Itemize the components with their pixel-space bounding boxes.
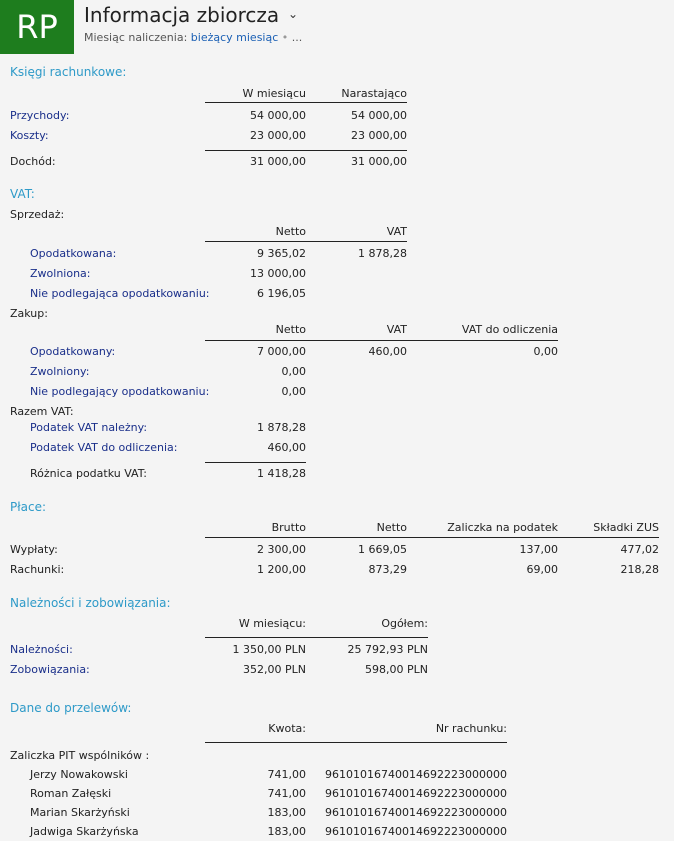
section-title-naleznosci: Należności i zobowiązania: [10, 596, 171, 610]
value-wyplaty-zaliczka: 137,00 [519, 543, 558, 556]
value-naleznosci-miesiac: 1 350,00 PLN [232, 643, 306, 656]
col-header-vat: VAT [386, 225, 407, 238]
list-item-kwota: 183,00 [267, 825, 306, 838]
list-item-name: Marian Skarżyński [30, 806, 130, 819]
list-item-name: Jadwiga Skarżyńska [30, 825, 139, 838]
list-item-nr-rachunku: 96101016740014692223000000 [325, 768, 507, 781]
row-label-nie-podlegajaca[interactable]: Nie podlegająca opodatkowaniu: [30, 287, 210, 300]
row-label-koszty[interactable]: Koszty: [10, 129, 49, 142]
col-header-nr-rachunku: Nr rachunku: [435, 722, 507, 735]
value-nie-podlegajaca-netto: 6 196,05 [257, 287, 306, 300]
row-label-nie-podlegajacy[interactable]: Nie podlegający opodatkowaniu: [30, 385, 210, 398]
value-opodatkowany-vat: 460,00 [368, 345, 407, 358]
value-zwolniony-netto: 0,00 [281, 365, 306, 378]
value-naleznosci-ogolem: 25 792,93 PLN [347, 643, 428, 656]
section-title-vat: VAT: [10, 187, 35, 201]
col-header-ogolem: Ogółem: [381, 617, 428, 630]
value-dochod-miesiac: 31 000,00 [250, 155, 306, 168]
value-zobowiazania-ogolem: 598,00 PLN [365, 663, 428, 676]
section-title-place: Płace: [10, 500, 47, 514]
col-header-skladki-zus: Składki ZUS [593, 521, 659, 534]
row-label-rachunki: Rachunki: [10, 563, 65, 576]
list-item-nr-rachunku: 96101016740014692223000000 [325, 806, 507, 819]
col-header-netto: Netto [376, 521, 407, 534]
value-vat-nalezny: 1 878,28 [257, 421, 306, 434]
divider [205, 537, 659, 538]
list-item-name: Jerzy Nowakowski [30, 768, 128, 781]
col-header-w-miesiacu: W miesiącu [242, 87, 306, 100]
list-item-nr-rachunku: 96101016740014692223000000 [325, 787, 507, 800]
divider [205, 102, 407, 103]
value-rachunki-zaliczka: 69,00 [526, 563, 558, 576]
col-header-vat-do-odliczenia: VAT do odliczenia [461, 323, 558, 336]
period-label: Miesiąc naliczenia: [84, 31, 188, 44]
value-nie-podlegajacy-netto: 0,00 [281, 385, 306, 398]
value-zwolniona-netto: 13 000,00 [250, 267, 306, 280]
page-title[interactable]: Informacja zbiorcza [84, 3, 280, 27]
row-label-roznica-vat: Różnica podatku VAT: [30, 467, 147, 480]
value-przychody-miesiac: 54 000,00 [250, 109, 306, 122]
group-label-zakup: Zakup: [10, 307, 48, 320]
separator-dot-icon: • [281, 31, 289, 44]
period-value-link[interactable]: bieżący miesiąc [190, 31, 279, 44]
list-item-nr-rachunku: 96101016740014692223000000 [325, 825, 507, 838]
col-header-netto: Netto [275, 323, 306, 336]
row-label-vat-do-odliczenia[interactable]: Podatek VAT do odliczenia: [30, 441, 178, 454]
group-label-zaliczka-pit: Zaliczka PIT wspólników : [10, 749, 150, 762]
value-koszty-narast: 23 000,00 [351, 129, 407, 142]
list-item-kwota: 183,00 [267, 806, 306, 819]
divider [205, 150, 407, 151]
row-label-opodatkowana[interactable]: Opodatkowana: [30, 247, 117, 260]
col-header-zaliczka: Zaliczka na podatek [447, 521, 558, 534]
value-koszty-miesiac: 23 000,00 [250, 129, 306, 142]
value-vat-do-odliczenia: 460,00 [267, 441, 306, 454]
col-header-kwota: Kwota: [268, 722, 306, 735]
value-opodatkowana-vat: 1 878,28 [358, 247, 407, 260]
divider [205, 462, 306, 463]
page-header [0, 0, 674, 54]
divider [205, 241, 407, 242]
row-label-zwolniona[interactable]: Zwolniona: [30, 267, 91, 280]
value-rachunki-brutto: 1 200,00 [257, 563, 306, 576]
row-label-zwolniony[interactable]: Zwolniony: [30, 365, 90, 378]
divider [205, 340, 558, 341]
col-header-narastajaco: Narastająco [341, 87, 407, 100]
section-title-ksiegi: Księgi rachunkowe: [10, 65, 127, 79]
value-rachunki-zus: 218,28 [620, 563, 659, 576]
period-more-button[interactable]: ... [291, 31, 303, 44]
divider [205, 637, 428, 638]
value-opodatkowany-odliczenia: 0,00 [533, 345, 558, 358]
value-rachunki-netto: 873,29 [368, 563, 407, 576]
value-przychody-narast: 54 000,00 [351, 109, 407, 122]
row-label-vat-nalezny[interactable]: Podatek VAT należny: [30, 421, 148, 434]
col-header-netto: Netto [275, 225, 306, 238]
divider [205, 742, 507, 743]
section-title-przelewy: Dane do przelewów: [10, 701, 132, 715]
value-wyplaty-brutto: 2 300,00 [257, 543, 306, 556]
col-header-vat: VAT [386, 323, 407, 336]
value-opodatkowana-netto: 9 365,02 [257, 247, 306, 260]
row-label-zobowiazania[interactable]: Zobowiązania: [10, 663, 90, 676]
group-label-razem-vat: Razem VAT: [10, 405, 74, 418]
chevron-down-icon[interactable]: ⌄ [288, 7, 299, 21]
col-header-brutto: Brutto [271, 521, 306, 534]
list-item-kwota: 741,00 [267, 787, 306, 800]
app-logo: RP [0, 0, 74, 54]
list-item-name: Roman Załęski [30, 787, 112, 800]
value-wyplaty-zus: 477,02 [620, 543, 659, 556]
list-item-kwota: 741,00 [267, 768, 306, 781]
value-zobowiazania-miesiac: 352,00 PLN [243, 663, 306, 676]
row-label-przychody[interactable]: Przychody: [10, 109, 70, 122]
row-label-naleznosci[interactable]: Należności: [10, 643, 73, 656]
period-filter [84, 31, 302, 44]
value-dochod-narast: 31 000,00 [351, 155, 407, 168]
col-header-w-miesiacu: W miesiącu: [238, 617, 306, 630]
row-label-dochod: Dochód: [10, 155, 56, 168]
value-roznica-vat: 1 418,28 [257, 467, 306, 480]
value-opodatkowany-netto: 7 000,00 [257, 345, 306, 358]
value-wyplaty-netto: 1 669,05 [358, 543, 407, 556]
row-label-opodatkowany[interactable]: Opodatkowany: [30, 345, 116, 358]
row-label-wyplaty: Wypłaty: [10, 543, 58, 556]
group-label-sprzedaz: Sprzedaż: [10, 208, 65, 221]
